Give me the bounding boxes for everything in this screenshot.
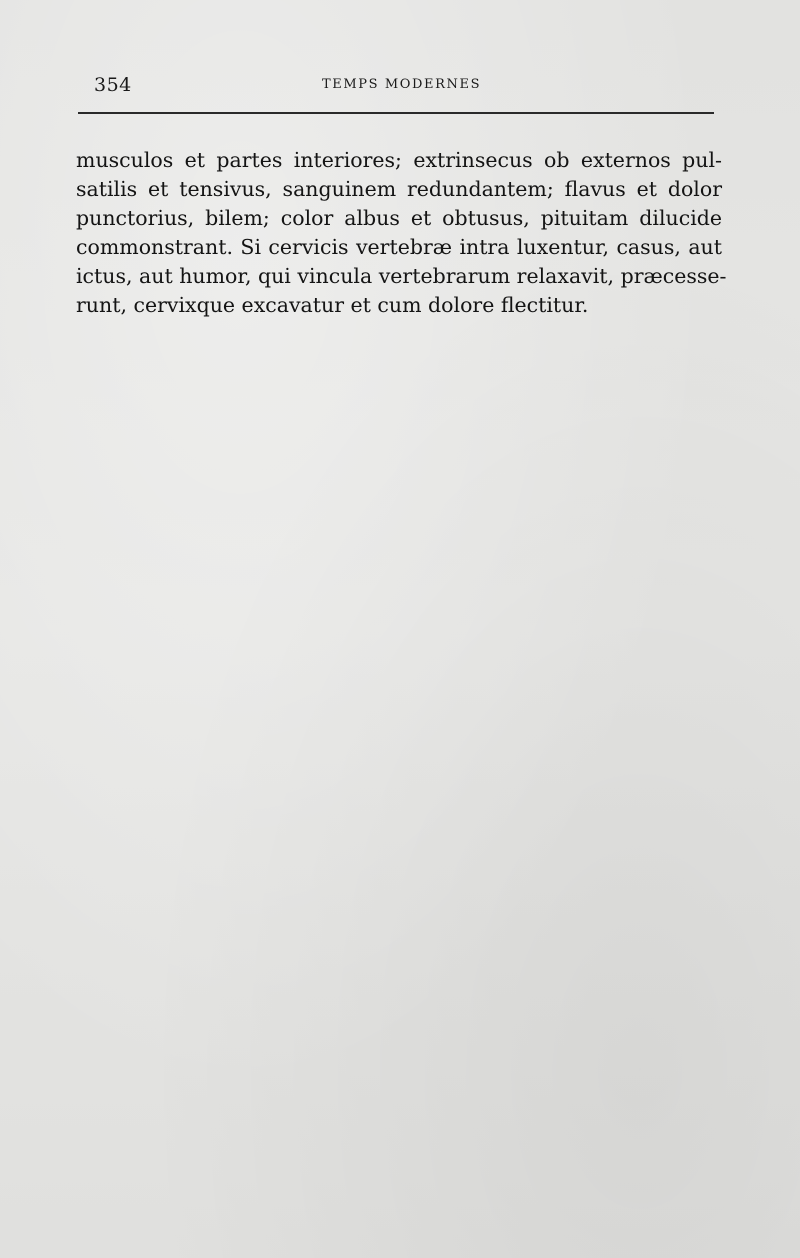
- text-line: ictus, aut humor, qui vincula vertebrarum relaxavit, præcesse-: [76, 264, 727, 288]
- running-title: TEMPS MODERNES: [322, 77, 482, 92]
- text-line: commonstrant. Si cervicis vertebræ intra luxentur, casus, aut: [76, 235, 722, 259]
- text-line: satilis et tensivus, sanguinem redundantem; flavus et dolor: [76, 177, 722, 201]
- text-line: musculos et partes interiores; extrinsecus ob externos pul-: [76, 148, 722, 172]
- text-line: punctorius, bilem; color albus et obtusus, pituitam dilucide: [76, 206, 722, 230]
- page-number: 354: [94, 74, 132, 96]
- running-head: [78, 72, 714, 100]
- header-rule: [78, 112, 714, 114]
- body-paragraph: [76, 146, 727, 320]
- text-line: runt, cervixque excavatur et cum dolore flectitur.: [76, 293, 589, 317]
